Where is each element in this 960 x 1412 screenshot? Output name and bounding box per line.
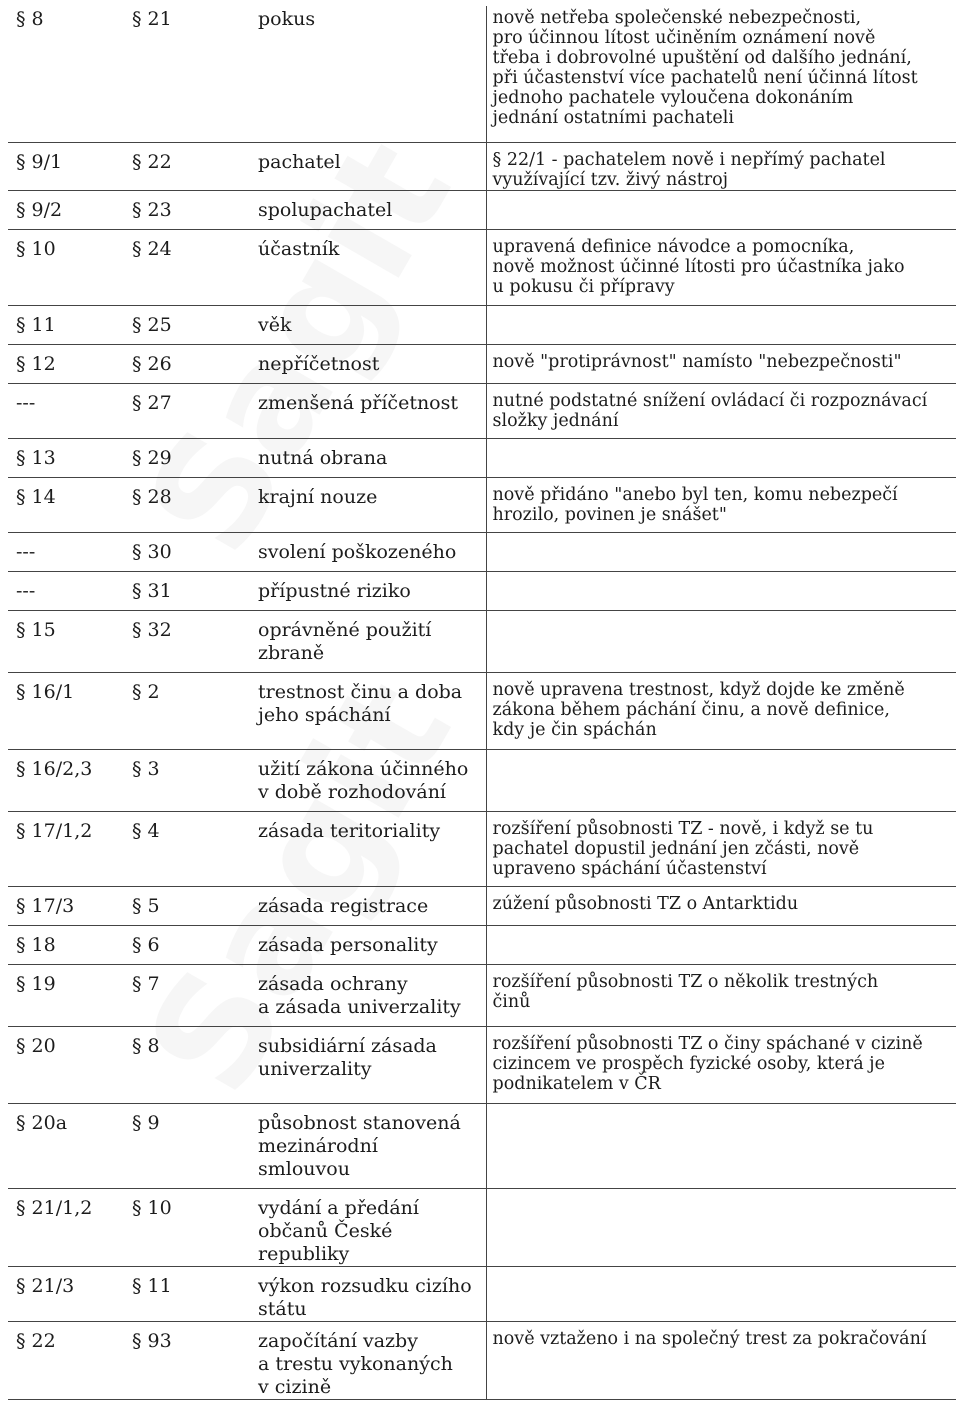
change-note xyxy=(486,532,956,571)
provision-title: zmenšená příčetnost xyxy=(252,383,486,438)
provision-title: užití zákona účinného v době rozhodování xyxy=(252,749,486,811)
table-row xyxy=(8,305,956,344)
comparison-table xyxy=(8,6,956,1400)
old-paragraph: § 18 xyxy=(8,925,126,964)
change-note xyxy=(486,749,956,811)
old-paragraph: --- xyxy=(8,532,126,571)
change-note: rozšíření působnosti TZ o činy spáchané v cizině cizincem ve prospěch fyzické osoby, která je podnikatelem v ČR xyxy=(486,1026,956,1103)
old-paragraph: --- xyxy=(8,571,126,610)
change-note: § 22/1 - pachatelem nově i nepřímý pachatel využívající tzv. živý nástroj xyxy=(486,142,956,190)
provision-title: zásada ochrany a zásada univerzality xyxy=(252,964,486,1026)
table-row xyxy=(8,1188,956,1266)
provision-title: vydání a předání občanů České republiky xyxy=(252,1188,486,1266)
table-row xyxy=(8,1321,956,1399)
table-row xyxy=(8,672,956,749)
table-row xyxy=(8,6,956,142)
old-paragraph: § 17/1,2 xyxy=(8,811,126,886)
table-row xyxy=(8,344,956,383)
change-note: nově přidáno "anebo byl ten, komu nebezpečí hrozilo, povinen je snášet" xyxy=(486,477,956,532)
old-paragraph: § 20 xyxy=(8,1026,126,1103)
table-row xyxy=(8,1103,956,1188)
table-row xyxy=(8,964,956,1026)
change-note: zúžení působnosti TZ o Antarktidu xyxy=(486,886,956,925)
provision-title: trestnost činu a doba jeho spáchání xyxy=(252,672,486,749)
provision-title: účastník xyxy=(252,229,486,305)
table-row xyxy=(8,1266,956,1321)
new-paragraph: § 27 xyxy=(126,383,252,438)
change-note xyxy=(486,571,956,610)
old-paragraph: § 11 xyxy=(8,305,126,344)
provision-title: zásada teritoriality xyxy=(252,811,486,886)
table-row xyxy=(8,749,956,811)
old-paragraph: § 17/3 xyxy=(8,886,126,925)
provision-title: působnost stanovená mezinárodní smlouvou xyxy=(252,1103,486,1188)
table-row xyxy=(8,886,956,925)
old-paragraph: § 10 xyxy=(8,229,126,305)
new-paragraph: § 93 xyxy=(126,1321,252,1399)
provision-title: oprávněné použití zbraně xyxy=(252,610,486,672)
table-row xyxy=(8,229,956,305)
old-paragraph: § 8 xyxy=(8,6,126,142)
old-paragraph: § 22 xyxy=(8,1321,126,1399)
provision-title: spolupachatel xyxy=(252,190,486,229)
change-note xyxy=(486,305,956,344)
change-note xyxy=(486,1103,956,1188)
new-paragraph: § 11 xyxy=(126,1266,252,1321)
provision-title: zásada registrace xyxy=(252,886,486,925)
old-paragraph: § 9/2 xyxy=(8,190,126,229)
change-note: rozšíření působnosti TZ o několik trestných činů xyxy=(486,964,956,1026)
old-paragraph: § 19 xyxy=(8,964,126,1026)
table-row xyxy=(8,383,956,438)
new-paragraph: § 26 xyxy=(126,344,252,383)
old-paragraph: § 12 xyxy=(8,344,126,383)
old-paragraph: § 9/1 xyxy=(8,142,126,190)
new-paragraph: § 31 xyxy=(126,571,252,610)
change-note: nově "protiprávnost" namísto "nebezpečnosti" xyxy=(486,344,956,383)
provision-title: pokus xyxy=(252,6,486,142)
new-paragraph: § 28 xyxy=(126,477,252,532)
new-paragraph: § 7 xyxy=(126,964,252,1026)
table-row xyxy=(8,1026,956,1103)
change-note: nově netřeba společenské nebezpečnosti, pro účinnou lítost učiněním oznámení nově třeba i dobrovolné upuštění od dalšího jednání, při účastenství více pachatelů není účinná lítost jednoho pachatele vyloučena dokonáním jednání ostatními pachateli xyxy=(486,6,956,142)
provision-title: svolení poškozeného xyxy=(252,532,486,571)
new-paragraph: § 5 xyxy=(126,886,252,925)
new-paragraph: § 30 xyxy=(126,532,252,571)
provision-title: nepříčetnost xyxy=(252,344,486,383)
table-row xyxy=(8,438,956,477)
table-row xyxy=(8,925,956,964)
new-paragraph: § 8 xyxy=(126,1026,252,1103)
new-paragraph: § 2 xyxy=(126,672,252,749)
new-paragraph: § 3 xyxy=(126,749,252,811)
change-note xyxy=(486,190,956,229)
new-paragraph: § 22 xyxy=(126,142,252,190)
new-paragraph: § 10 xyxy=(126,1188,252,1266)
old-paragraph: --- xyxy=(8,383,126,438)
change-note: nutné podstatné snížení ovládací či rozpoznávací složky jednání xyxy=(486,383,956,438)
change-note xyxy=(486,925,956,964)
table-row xyxy=(8,532,956,571)
provision-title: subsidiární zásada univerzality xyxy=(252,1026,486,1103)
provision-title: věk xyxy=(252,305,486,344)
new-paragraph: § 9 xyxy=(126,1103,252,1188)
change-note xyxy=(486,1188,956,1266)
old-paragraph: § 16/1 xyxy=(8,672,126,749)
new-paragraph: § 24 xyxy=(126,229,252,305)
provision-title: přípustné riziko xyxy=(252,571,486,610)
change-note: nově upravena trestnost, když dojde ke změně zákona během páchání činu, a nově definice, kdy je čin spáchán xyxy=(486,672,956,749)
provision-title: pachatel xyxy=(252,142,486,190)
new-paragraph: § 6 xyxy=(126,925,252,964)
change-note xyxy=(486,610,956,672)
table-row xyxy=(8,477,956,532)
old-paragraph: § 21/3 xyxy=(8,1266,126,1321)
change-note: rozšíření působnosti TZ - nově, i když se tu pachatel dopustil jednání jen zčásti, nově upraveno spáchání účastenství xyxy=(486,811,956,886)
change-note xyxy=(486,438,956,477)
new-paragraph: § 23 xyxy=(126,190,252,229)
old-paragraph: § 16/2,3 xyxy=(8,749,126,811)
old-paragraph: § 14 xyxy=(8,477,126,532)
old-paragraph: § 13 xyxy=(8,438,126,477)
table-row xyxy=(8,571,956,610)
change-note: upravená definice návodce a pomocníka, nově možnost účinné lítosti pro účastníka jako u pokusu či přípravy xyxy=(486,229,956,305)
table-row xyxy=(8,811,956,886)
table-body xyxy=(8,6,956,1399)
new-paragraph: § 32 xyxy=(126,610,252,672)
provision-title: zásada personality xyxy=(252,925,486,964)
new-paragraph: § 29 xyxy=(126,438,252,477)
old-paragraph: § 20a xyxy=(8,1103,126,1188)
provision-title: nutná obrana xyxy=(252,438,486,477)
provision-title: krajní nouze xyxy=(252,477,486,532)
new-paragraph: § 21 xyxy=(126,6,252,142)
old-paragraph: § 15 xyxy=(8,610,126,672)
provision-title: započítání vazby a trestu vykonaných v cizině xyxy=(252,1321,486,1399)
change-note: nově vztaženo i na společný trest za pokračování xyxy=(486,1321,956,1399)
provision-title: výkon rozsudku cizího státu xyxy=(252,1266,486,1321)
change-note xyxy=(486,1266,956,1321)
table-row xyxy=(8,610,956,672)
table-row xyxy=(8,190,956,229)
old-paragraph: § 21/1,2 xyxy=(8,1188,126,1266)
table-row xyxy=(8,142,956,190)
new-paragraph: § 4 xyxy=(126,811,252,886)
new-paragraph: § 25 xyxy=(126,305,252,344)
